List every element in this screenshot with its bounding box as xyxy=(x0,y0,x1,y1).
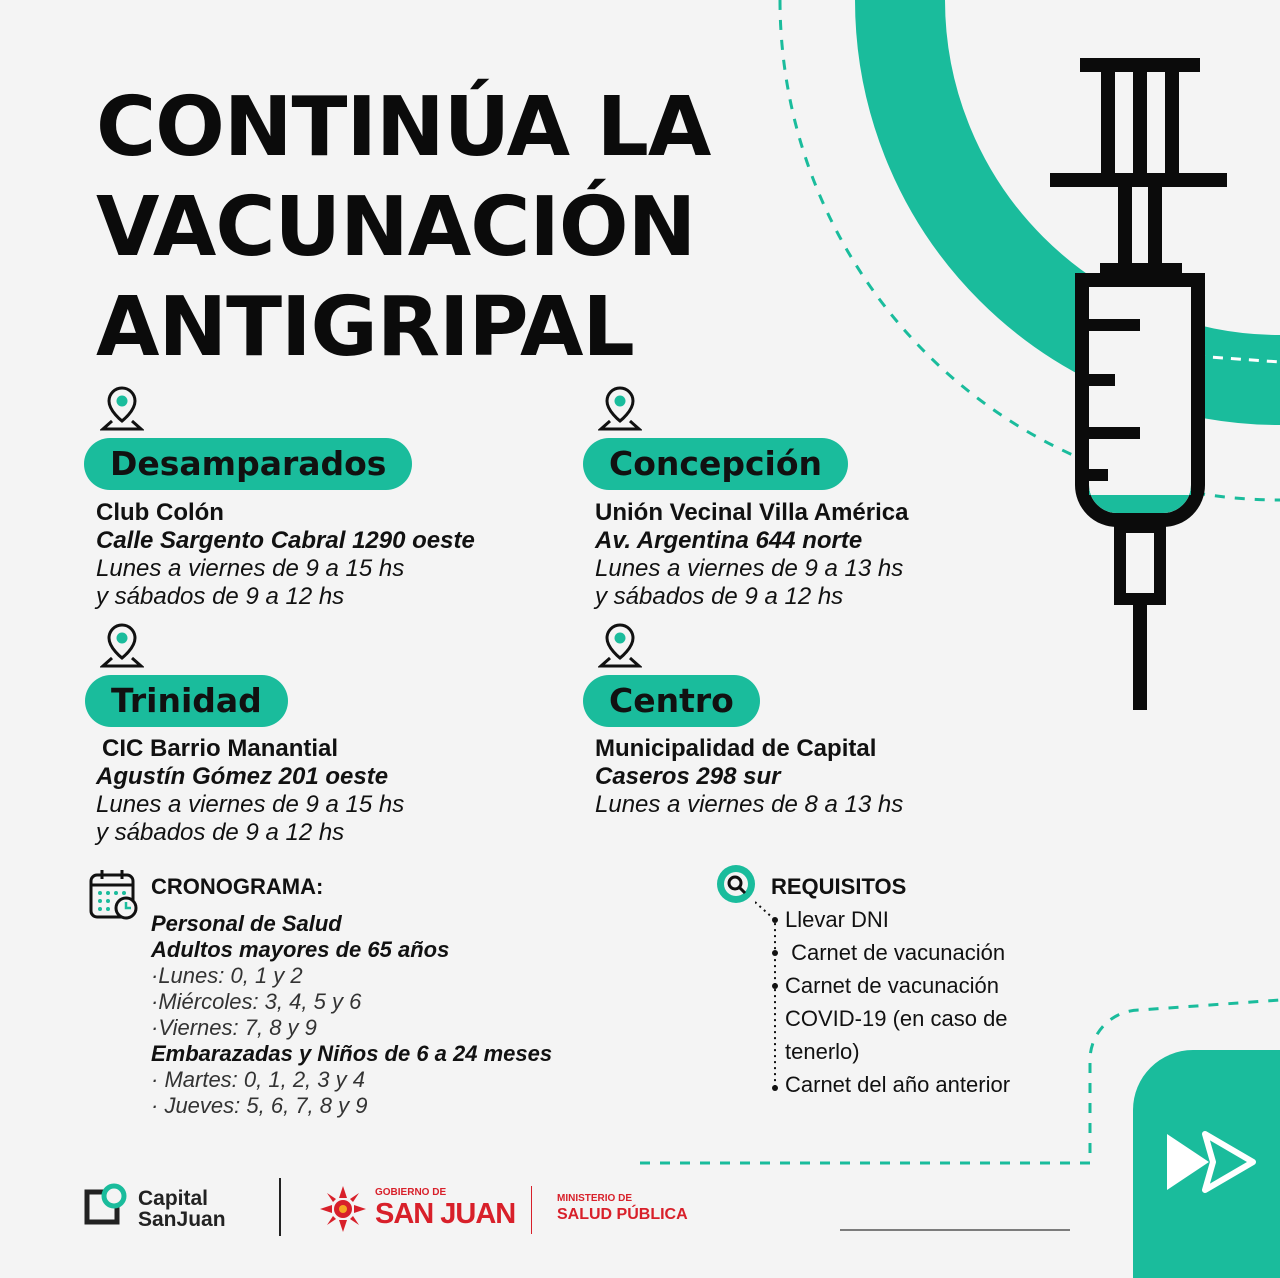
location-name-badge: Desamparados xyxy=(84,438,412,490)
main-title xyxy=(96,78,710,378)
location-name-badge: Centro xyxy=(583,675,760,727)
venue: Municipalidad de Capital xyxy=(595,735,877,762)
location-details xyxy=(595,499,908,611)
group-title: Adultos mayores de 65 años xyxy=(151,937,450,962)
venue: Unión Vecinal Villa América xyxy=(595,499,909,526)
venue: Club Colón xyxy=(96,499,224,526)
requisitos-heading: REQUISITOS xyxy=(771,874,907,899)
calendar-icon xyxy=(88,868,140,922)
requirement-item: Llevar DNI xyxy=(785,907,889,932)
schedule-item: ·Viernes: 7, 8 y 9 xyxy=(151,1015,317,1040)
sun-logo-icon xyxy=(318,1184,368,1234)
location-details xyxy=(96,735,404,847)
gobierno-small: GOBIERNO DE xyxy=(375,1187,447,1198)
capital-sanjuan-logo xyxy=(138,1188,226,1230)
requisitos-connector xyxy=(755,900,785,1100)
schedule-item: · Jueves: 5, 6, 7, 8 y 9 xyxy=(151,1093,368,1118)
requirement-item: Carnet de vacunación xyxy=(785,973,1000,998)
hours-line: Lunes a viernes de 9 a 15 hs xyxy=(96,791,405,818)
location-details xyxy=(96,499,475,611)
cronograma-list xyxy=(151,911,552,1119)
location-name-badge: Concepción xyxy=(583,438,848,490)
title-line-2: VACUNACIÓN xyxy=(96,180,696,275)
syringe-icon xyxy=(1040,55,1240,715)
ministerio-big: SALUD PÚBLICA xyxy=(557,1206,688,1223)
group-title: Embarazadas y Niños de 6 a 24 meses xyxy=(151,1041,553,1066)
group-title: Personal de Salud xyxy=(151,911,342,936)
search-icon xyxy=(714,862,760,908)
requirement-item: tenerlo) xyxy=(785,1039,860,1064)
ministerio-small: MINISTERIO DE xyxy=(557,1193,633,1204)
gobierno-big: SAN JUAN xyxy=(375,1198,516,1230)
logo-divider xyxy=(279,1178,281,1236)
location-name-badge: Trinidad xyxy=(85,675,288,727)
title-line-3: ANTIGRIPAL xyxy=(96,280,634,375)
hours-line: Lunes a viernes de 9 a 13 hs xyxy=(595,555,904,582)
requirement-item: COVID-19 (en caso de xyxy=(785,1006,1008,1031)
schedule-item: ·Miércoles: 3, 4, 5 y 6 xyxy=(151,989,362,1014)
requirement-item: Carnet de vacunación xyxy=(785,940,1006,965)
location-pin-icon xyxy=(598,622,642,670)
location-pin-icon xyxy=(598,385,642,433)
schedule-item: ·Lunes: 0, 1 y 2 xyxy=(151,963,303,988)
location-pin-icon xyxy=(100,622,144,670)
requisitos-list xyxy=(785,903,1010,1101)
logo-line-2: SanJuan xyxy=(138,1208,226,1231)
location-pin-icon xyxy=(100,385,144,433)
hours-line: y sábados de 9 a 12 hs xyxy=(96,819,345,846)
ministerio-logo xyxy=(557,1193,688,1225)
location-details xyxy=(595,735,903,819)
logo-line-1: Capital xyxy=(138,1187,209,1210)
venue: CIC Barrio Manantial xyxy=(102,735,339,762)
fast-forward-icon[interactable] xyxy=(1163,1130,1258,1195)
logo-divider xyxy=(531,1186,532,1234)
hours-line: Lunes a viernes de 9 a 15 hs xyxy=(96,555,405,582)
cronograma-heading: CRONOGRAMA: xyxy=(151,874,324,899)
capital-sanjuan-logo-icon xyxy=(84,1182,132,1228)
hours-line: Lunes a viernes de 8 a 13 hs xyxy=(595,791,904,818)
title-line-1: CONTINÚA LA xyxy=(96,80,711,175)
address: Av. Argentina 644 norte xyxy=(595,527,863,554)
address: Agustín Gómez 201 oeste xyxy=(96,763,389,790)
address: Caseros 298 sur xyxy=(595,763,781,790)
gobierno-logo xyxy=(375,1187,515,1229)
hours-line: y sábados de 9 a 12 hs xyxy=(595,583,844,610)
schedule-item: · Martes: 0, 1, 2, 3 y 4 xyxy=(151,1067,365,1092)
hours-line: y sábados de 9 a 12 hs xyxy=(96,583,345,610)
requirement-item: Carnet del año anterior xyxy=(785,1072,1011,1097)
address: Calle Sargento Cabral 1290 oeste xyxy=(96,527,475,554)
